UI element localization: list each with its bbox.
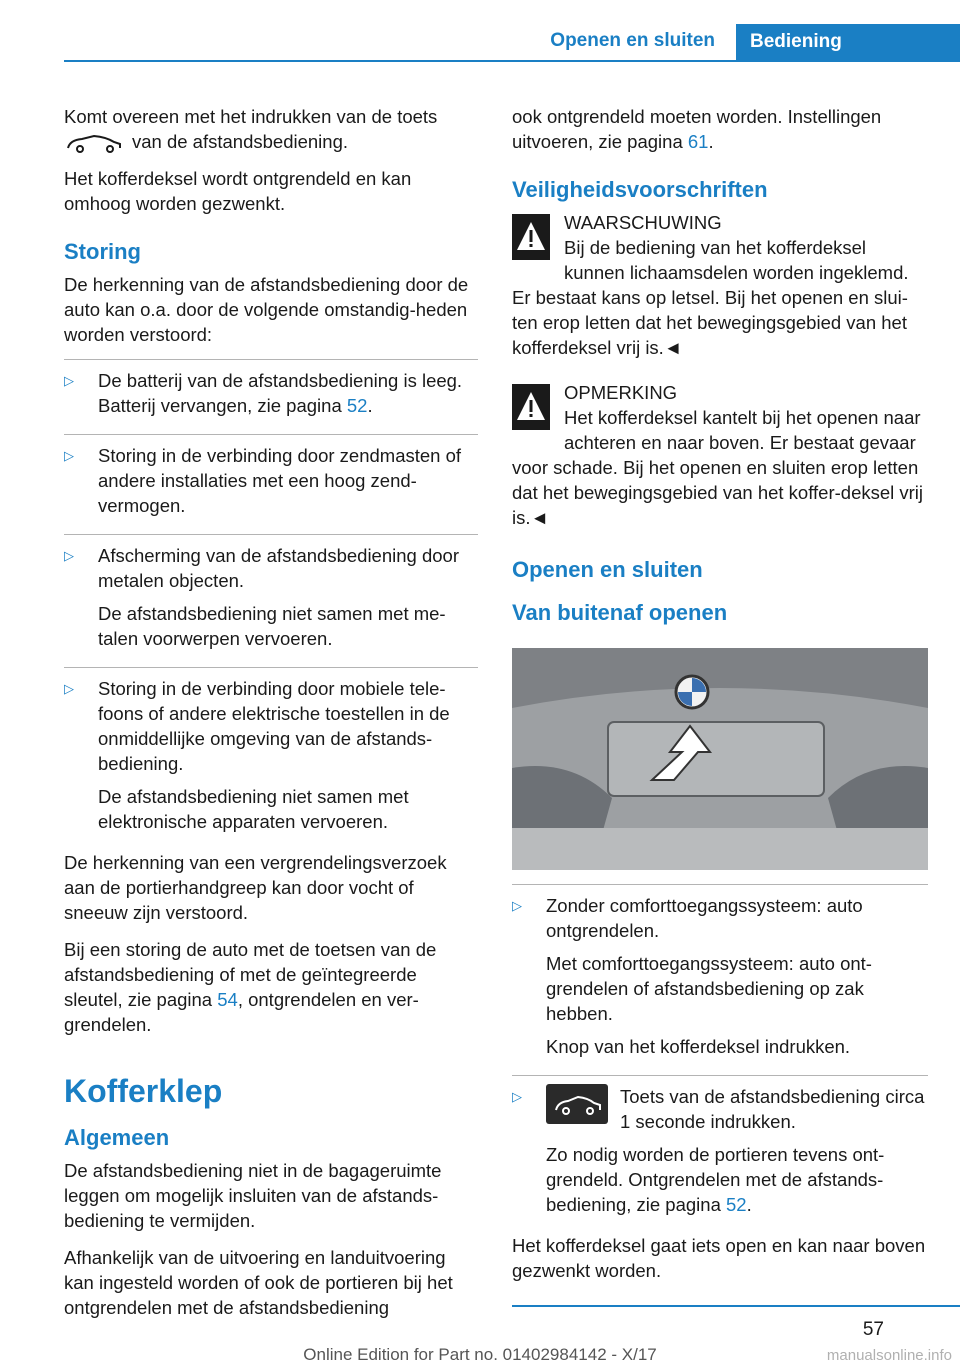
page-link[interactable]: 61 — [687, 131, 709, 152]
trunk-photo — [512, 648, 928, 870]
subsection-heading: Van buitenaf openen — [512, 600, 728, 625]
right-column — [512, 104, 928, 1295]
paragraph: De herkenning van de afstandsbediening door de auto kan o.a. door de volgende omstandig-heden worden verstoord: — [64, 274, 469, 346]
paragraph: Het kofferdeksel wordt ontgrendeld en kan omhoog worden gezwenkt. — [64, 168, 412, 215]
list-item: ▷ Zonder comforttoegangssysteem: auto ontgrendelen. Met comforttoegangssysteem: auto ont-grendelen of afstandsbediening op zak hebben. Knop van het kofferdeksel indrukken. — [512, 884, 928, 1067]
notice-text: Het kofferdeksel kantelt bij het openen naar achteren en naar boven. Er bestaat gevaar voor schade. Bij het openen en sluiten erop letten dat het bewegingsgebied van het koffer-deksel vrij is.◄ — [512, 407, 924, 528]
warning-triangle-icon — [512, 384, 550, 430]
paragraph: Afhankelijk van de uitvoering en landuitvoering kan ingesteld worden of ook de portieren bij het ontgrendelen met de afstandsbediening — [64, 1247, 453, 1319]
triangle-bullet-icon: ▷ — [512, 898, 522, 913]
list-item: ▷ Afscherming van de afstandsbediening door metalen objecten. De afstandsbediening niet samen met me-talen voorwerpen vervoeren. — [64, 534, 478, 659]
footer-rule — [512, 1305, 960, 1307]
warning-triangle-icon — [512, 214, 550, 260]
warning-heading: WAARSCHUWING — [564, 212, 722, 233]
triangle-bullet-icon: ▷ — [64, 548, 74, 564]
triangle-bullet-icon: ▷ — [64, 373, 74, 389]
page-link[interactable]: 54 — [217, 989, 238, 1011]
warning-text: Bij de bediening van het kofferdeksel kunnen lichaamsdelen worden ingeklemd. Er bestaat kans op letsel. Bij het openen en slui-ten erop letten dat het bewegingsgebied van het kofferdeksel vrij is.◄ — [512, 237, 909, 358]
paragraph: De afstandsbediening niet in de bagageruimte leggen om mogelijk insluiten van de afstands-bediening te vermijden. — [64, 1160, 442, 1232]
paragraph: ook ontgrendeld moeten worden. Instellingen uitvoeren, zie pagina 61. — [512, 106, 882, 152]
page-link[interactable]: 52 — [346, 395, 368, 417]
section-heading: Openen en sluiten — [512, 557, 703, 582]
notice-box — [512, 380, 928, 530]
watermark: manualsonline.info — [826, 1347, 952, 1362]
paragraph: De herkenning van een vergrendelingsverzoek aan de portierhandgreep kan door vocht of sneeuw zijn verstoord. — [64, 852, 447, 924]
header-chapter-tab: Bediening — [736, 24, 960, 62]
paragraph: Het kofferdeksel gaat iets open en kan naar boven gezwenkt worden. — [512, 1235, 926, 1281]
chapter-heading: Kofferklep — [64, 1073, 223, 1110]
paragraph: Bij een storing de auto met de toetsen van de afstandsbediening of met de geïntegreerde sleutel, zie pagina 54, ontgrendelen en ver-grendelen. — [64, 939, 437, 1036]
section-heading: Veiligheidsvoorschriften — [512, 177, 768, 202]
page-number: 57 — [862, 1319, 884, 1340]
page-header — [64, 0, 960, 62]
left-column — [64, 104, 478, 1332]
car-trunk-icon — [64, 132, 124, 154]
page-link[interactable]: 52 — [726, 1194, 747, 1215]
section-heading: Storing — [64, 239, 141, 265]
triangle-bullet-icon: ▷ — [64, 448, 74, 464]
list-item: ▷ Storing in de verbinding door mobiele tele-foons of andere elektrische toestellen in de onmiddellijke omgeving van de afstands-bediening. De afstandsbediening niet samen met elektronische apparaten vervoeren. — [64, 667, 478, 842]
notice-heading: OPMERKING — [564, 382, 678, 403]
page-footer — [0, 1305, 960, 1362]
list-item: ▷ De batterij van de afstandsbediening is leeg. Batterij vervangen, zie pagina 52. — [64, 359, 478, 426]
triangle-bullet-icon: ▷ — [64, 681, 74, 697]
remote-trunk-button-icon — [546, 1084, 608, 1124]
section-heading: Algemeen — [64, 1125, 170, 1151]
header-section: Openen en sluiten — [550, 30, 715, 51]
paragraph: Komt overeen met het indrukken van de toets van de afstandsbediening. — [64, 104, 478, 154]
edition-note: Online Edition for Part no. 01402984142 - X/17 — [303, 1345, 657, 1362]
triangle-bullet-icon: ▷ — [512, 1089, 522, 1104]
list-item: ▷ Toets van de afstandsbediening circa 1 seconde indrukken. Zo nodig worden de portieren tevens ont-grendeld. Ontgrendelen met de afstands-bediening, zie pagina 52. — [512, 1075, 928, 1225]
warning-box — [512, 210, 928, 360]
list-item: ▷ Storing in de verbinding door zendmasten of andere installaties met een hoog zend-vermogen. — [64, 434, 478, 526]
